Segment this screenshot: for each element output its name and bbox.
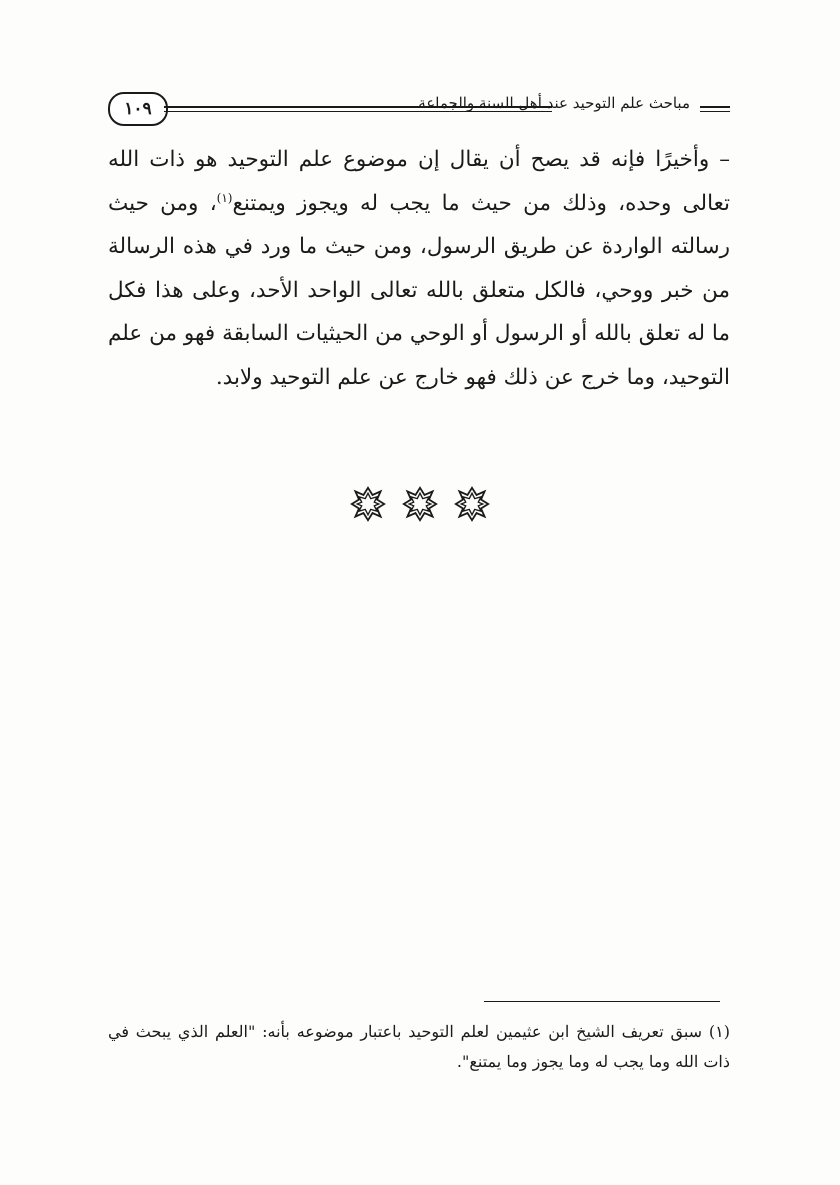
main-text xyxy=(108,138,730,399)
paragraph-text-continued: ، ومن حيث رسالته الواردة عن طريق الرسول، ومن حيث ما ورد في هذه الرسالة من خبر ووحي، فالكل متعلق بالله تعالى الواحد الأحد، وعلى هذا فكل ما له تعلق بالله أو الرسول أو الوحي من الحيثيات السابقة فهو من علم التوحيد، وما خرج عن ذلك فهو خارج عن علم التوحيد ولابد. xyxy=(108,190,730,390)
header-rule-short xyxy=(700,106,730,108)
footnote xyxy=(108,1017,730,1077)
header-rule-short-thin xyxy=(700,111,730,112)
star-ornament-icon xyxy=(402,486,438,522)
footnotes xyxy=(108,1017,730,1077)
footnote-separator xyxy=(484,1001,720,1002)
footnote-text: سبق تعريف الشيخ ابن عثيمين لعلم التوحيد باعتبار موضوعه بأنه: "العلم الذي يبحث في ذات الله وما يجب له وما يجوز وما يمتنع". xyxy=(108,1022,730,1071)
page-number-badge xyxy=(108,92,168,126)
footnote-reference: (١) xyxy=(216,190,233,205)
running-title: مباحث علم التوحيد عند أهل السنة والجماعة xyxy=(418,94,690,112)
body-paragraph xyxy=(108,138,730,399)
page-header xyxy=(108,92,730,128)
page-number: ١٠٩ xyxy=(124,99,152,119)
section-divider-ornaments xyxy=(350,486,490,526)
star-ornament-icon xyxy=(350,486,386,522)
star-ornament-icon xyxy=(454,486,490,522)
paragraph-text: – وأخيرًا فإنه قد يصح أن يقال إن موضوع علم التوحيد هو ذات الله تعالى وحده، وذلك من حيث ما يجب له ويجوز ويمتنع xyxy=(108,147,731,216)
footnote-marker: (١) xyxy=(708,1022,730,1041)
